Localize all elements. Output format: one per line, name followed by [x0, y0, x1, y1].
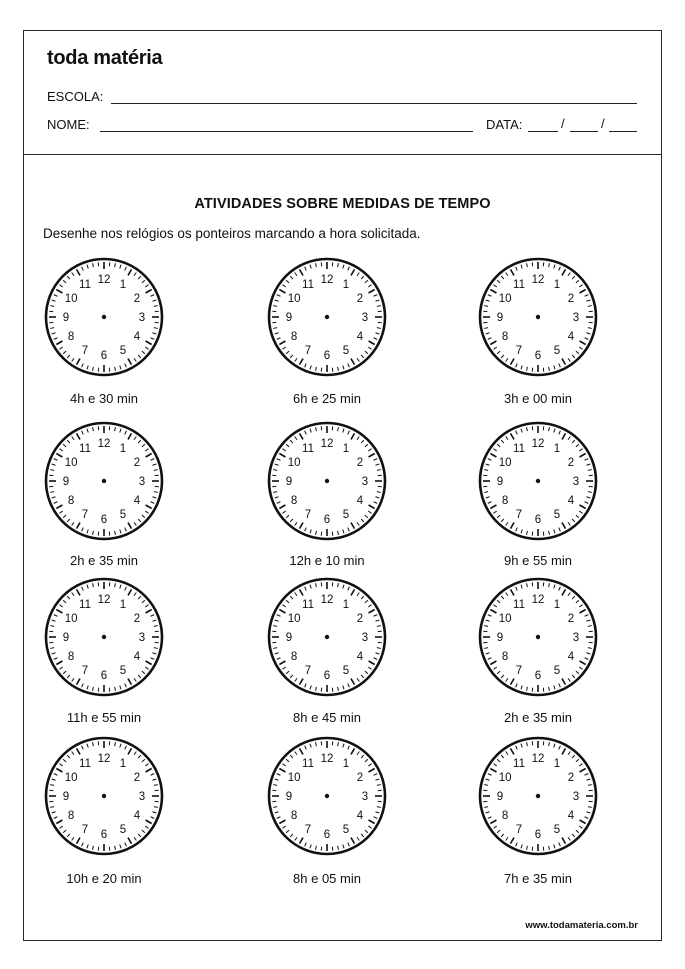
- clock-center-dot: [102, 479, 106, 483]
- clock-number: 9: [285, 791, 293, 803]
- clock-face-drawing: [476, 255, 600, 379]
- date-month-field[interactable]: [570, 131, 598, 132]
- clock-number: 11: [513, 599, 525, 612]
- clock-number: 3: [138, 312, 146, 324]
- clock-number: 6: [323, 829, 331, 841]
- clock-caption: 9h e 55 min: [504, 553, 572, 568]
- clock-caption: 4h e 30 min: [70, 391, 138, 406]
- clock-number: 2: [356, 772, 364, 784]
- clock-number: 3: [572, 632, 580, 644]
- clock-face-drawing: [42, 255, 166, 379]
- worksheet-sheet: [23, 30, 662, 941]
- clock-number: 3: [138, 476, 146, 488]
- clock-number: 11: [513, 279, 525, 292]
- clock-number: 8: [67, 495, 75, 507]
- clock-number: 4: [567, 331, 575, 343]
- clock-face[interactable]: [265, 575, 389, 699]
- clock-number: 11: [79, 443, 91, 456]
- clock-number: 4: [133, 810, 141, 822]
- clock-number: 2: [356, 293, 364, 305]
- clock-number: 7: [515, 344, 523, 357]
- clock-number: 5: [119, 508, 127, 521]
- date-day-field[interactable]: [528, 131, 558, 132]
- clock-number: 4: [133, 331, 141, 343]
- clock-caption: 12h e 10 min: [289, 553, 365, 568]
- clock-number: 1: [553, 279, 561, 292]
- clock-caption: 6h e 25 min: [293, 391, 361, 406]
- clock-caption: 2h e 35 min: [504, 710, 572, 725]
- clock-number: 9: [62, 632, 70, 644]
- clock-number: 2: [567, 457, 575, 469]
- clock-number: 12: [320, 274, 334, 286]
- clock-number: 12: [531, 438, 545, 450]
- clock-number: 7: [81, 664, 89, 677]
- clock-number: 12: [97, 274, 111, 286]
- clock-number: 11: [513, 758, 525, 771]
- clock-number: 3: [361, 632, 369, 644]
- clock-number: 3: [361, 312, 369, 324]
- clock-number: 1: [119, 443, 127, 456]
- worksheet-header: [24, 31, 661, 155]
- clock-number: 8: [67, 810, 75, 822]
- clock-center-dot: [536, 315, 540, 319]
- clock-number: 8: [67, 651, 75, 663]
- clock-number: 1: [553, 758, 561, 771]
- clock-number: 12: [531, 594, 545, 606]
- clock-number: 12: [97, 594, 111, 606]
- clock-caption: 2h e 35 min: [70, 553, 138, 568]
- clock-number: 5: [342, 664, 350, 677]
- clock-number: 5: [119, 823, 127, 836]
- clock-number: 5: [119, 344, 127, 357]
- clock-face-drawing: [265, 734, 389, 858]
- clock-number: 11: [302, 443, 314, 456]
- clock-number: 12: [531, 274, 545, 286]
- clock-number: 5: [342, 508, 350, 521]
- clock-number: 7: [304, 344, 312, 357]
- clock-number: 10: [64, 613, 78, 625]
- clock-number: 8: [290, 810, 298, 822]
- clock-number: 5: [342, 823, 350, 836]
- clock-number: 6: [100, 514, 108, 526]
- clock-number: 5: [119, 664, 127, 677]
- clock-face[interactable]: [42, 255, 166, 379]
- clock-face[interactable]: [476, 734, 600, 858]
- clock-number: 4: [133, 495, 141, 507]
- clock-number: 8: [501, 810, 509, 822]
- clock-number: 11: [79, 279, 91, 292]
- clock-number: 9: [496, 476, 504, 488]
- nome-label: NOME:: [47, 117, 90, 132]
- clock-number: 7: [304, 664, 312, 677]
- clock-number: 6: [323, 350, 331, 362]
- clock-number: 10: [64, 772, 78, 784]
- clock-number: 8: [290, 495, 298, 507]
- clock-number: 3: [572, 476, 580, 488]
- clock-number: 10: [498, 457, 512, 469]
- clock-face[interactable]: [42, 419, 166, 543]
- clock-face-drawing: [42, 734, 166, 858]
- clock-number: 4: [356, 810, 364, 822]
- clock-face-drawing: [476, 734, 600, 858]
- clock-number: 2: [567, 293, 575, 305]
- clock-face[interactable]: [476, 575, 600, 699]
- clock-number: 6: [100, 350, 108, 362]
- clock-number: 1: [342, 758, 350, 771]
- clock-number: 6: [534, 350, 542, 362]
- clock-number: 9: [62, 476, 70, 488]
- clock-face[interactable]: [265, 255, 389, 379]
- clock-number: 5: [342, 344, 350, 357]
- date-separator: /: [601, 116, 605, 131]
- clock-number: 10: [64, 457, 78, 469]
- clock-number: 2: [133, 613, 141, 625]
- clock-number: 5: [553, 664, 561, 677]
- clock-face[interactable]: [42, 734, 166, 858]
- clock-face-drawing: [265, 419, 389, 543]
- clock-number: 7: [515, 823, 523, 836]
- clock-number: 10: [287, 772, 301, 784]
- clock-number: 9: [496, 791, 504, 803]
- brand-logo: toda matéria: [47, 47, 163, 69]
- clock-number: 1: [342, 279, 350, 292]
- clock-number: 12: [97, 438, 111, 450]
- clock-number: 8: [290, 651, 298, 663]
- clock-number: 8: [501, 331, 509, 343]
- clock-number: 3: [361, 476, 369, 488]
- clock-number: 12: [320, 753, 334, 765]
- clock-number: 1: [119, 758, 127, 771]
- clock-face[interactable]: [476, 419, 600, 543]
- clock-number: 5: [553, 823, 561, 836]
- clock-caption: 10h e 20 min: [66, 871, 142, 886]
- clock-number: 12: [531, 753, 545, 765]
- clock-caption: 11h e 55 min: [66, 710, 142, 725]
- clock-number: 2: [133, 293, 141, 305]
- clock-face[interactable]: [265, 419, 389, 543]
- clock-number: 4: [567, 651, 575, 663]
- clock-face[interactable]: [476, 255, 600, 379]
- clock-number: 6: [534, 670, 542, 682]
- clock-number: 6: [100, 829, 108, 841]
- clock-number: 2: [133, 772, 141, 784]
- clock-number: 10: [64, 293, 78, 305]
- clock-number: 10: [287, 457, 301, 469]
- clock-number: 3: [138, 791, 146, 803]
- clock-center-dot: [536, 479, 540, 483]
- clock-number: 7: [81, 823, 89, 836]
- clock-face-drawing: [265, 575, 389, 699]
- clock-center-dot: [536, 794, 540, 798]
- clock-number: 9: [62, 791, 70, 803]
- clock-number: 3: [572, 312, 580, 324]
- clock-number: 12: [320, 438, 334, 450]
- clock-center-dot: [102, 315, 106, 319]
- clock-number: 9: [285, 632, 293, 644]
- escola-label: ESCOLA:: [47, 89, 104, 104]
- clock-number: 11: [513, 443, 525, 456]
- clock-face-drawing: [476, 575, 600, 699]
- clock-number: 6: [323, 670, 331, 682]
- clock-number: 12: [97, 753, 111, 765]
- date-year-field[interactable]: [609, 131, 637, 132]
- clock-center-dot: [536, 635, 540, 639]
- clock-number: 1: [119, 279, 127, 292]
- clock-number: 6: [534, 514, 542, 526]
- clock-number: 11: [302, 599, 314, 612]
- clock-number: 5: [553, 344, 561, 357]
- clock-number: 7: [515, 508, 523, 521]
- clock-caption: 8h e 45 min: [293, 710, 361, 725]
- clock-number: 7: [81, 344, 89, 357]
- clock-face-drawing: [42, 575, 166, 699]
- clock-number: 10: [498, 613, 512, 625]
- clock-number: 12: [320, 594, 334, 606]
- clock-number: 4: [567, 495, 575, 507]
- clock-number: 3: [361, 791, 369, 803]
- clock-number: 6: [323, 514, 331, 526]
- clock-number: 6: [100, 670, 108, 682]
- clock-number: 4: [133, 651, 141, 663]
- clock-number: 1: [553, 599, 561, 612]
- clock-face-drawing: [265, 255, 389, 379]
- clock-number: 7: [304, 508, 312, 521]
- clock-number: 8: [290, 331, 298, 343]
- escola-field[interactable]: [111, 103, 637, 104]
- worksheet-instruction: Desenhe nos relógios os ponteiros marcando a hora solicitada.: [43, 226, 421, 241]
- clock-number: 8: [501, 651, 509, 663]
- clock-number: 5: [553, 508, 561, 521]
- clock-number: 9: [496, 312, 504, 324]
- clock-number: 10: [498, 772, 512, 784]
- clock-number: 8: [67, 331, 75, 343]
- clock-face[interactable]: [42, 575, 166, 699]
- clock-number: 10: [287, 293, 301, 305]
- clock-number: 2: [567, 613, 575, 625]
- nome-field[interactable]: [100, 131, 473, 132]
- clock-face-drawing: [42, 419, 166, 543]
- clock-number: 4: [356, 495, 364, 507]
- clock-number: 4: [567, 810, 575, 822]
- clock-center-dot: [325, 479, 329, 483]
- clock-number: 10: [287, 613, 301, 625]
- clock-caption: 7h e 35 min: [504, 871, 572, 886]
- clock-number: 11: [302, 279, 314, 292]
- clock-caption: 8h e 05 min: [293, 871, 361, 886]
- clock-number: 4: [356, 331, 364, 343]
- clock-center-dot: [102, 794, 106, 798]
- clock-caption: 3h e 00 min: [504, 391, 572, 406]
- clock-center-dot: [325, 635, 329, 639]
- clock-number: 1: [553, 443, 561, 456]
- clock-number: 9: [62, 312, 70, 324]
- clock-number: 9: [285, 312, 293, 324]
- clock-number: 2: [567, 772, 575, 784]
- clock-number: 1: [342, 443, 350, 456]
- clock-number: 7: [304, 823, 312, 836]
- clock-center-dot: [102, 635, 106, 639]
- website-footer: www.todamateria.com.br: [525, 920, 638, 931]
- clock-number: 1: [342, 599, 350, 612]
- clock-number: 3: [138, 632, 146, 644]
- worksheet-title: ATIVIDADES SOBRE MEDIDAS DE TEMPO: [194, 196, 491, 212]
- clock-number: 11: [79, 599, 91, 612]
- clock-face[interactable]: [265, 734, 389, 858]
- data-label: DATA:: [486, 117, 523, 132]
- clock-number: 6: [534, 829, 542, 841]
- clock-number: 2: [356, 457, 364, 469]
- clock-number: 1: [119, 599, 127, 612]
- clock-number: 10: [498, 293, 512, 305]
- clock-number: 4: [356, 651, 364, 663]
- clock-number: 7: [81, 508, 89, 521]
- clock-number: 9: [496, 632, 504, 644]
- clock-number: 2: [133, 457, 141, 469]
- clock-number: 2: [356, 613, 364, 625]
- clock-number: 8: [501, 495, 509, 507]
- clock-face-drawing: [476, 419, 600, 543]
- clock-number: 7: [515, 664, 523, 677]
- clock-center-dot: [325, 794, 329, 798]
- clock-number: 11: [302, 758, 314, 771]
- clock-number: 11: [79, 758, 91, 771]
- clock-number: 3: [572, 791, 580, 803]
- clock-center-dot: [325, 315, 329, 319]
- date-separator: /: [561, 116, 565, 131]
- clock-number: 9: [285, 476, 293, 488]
